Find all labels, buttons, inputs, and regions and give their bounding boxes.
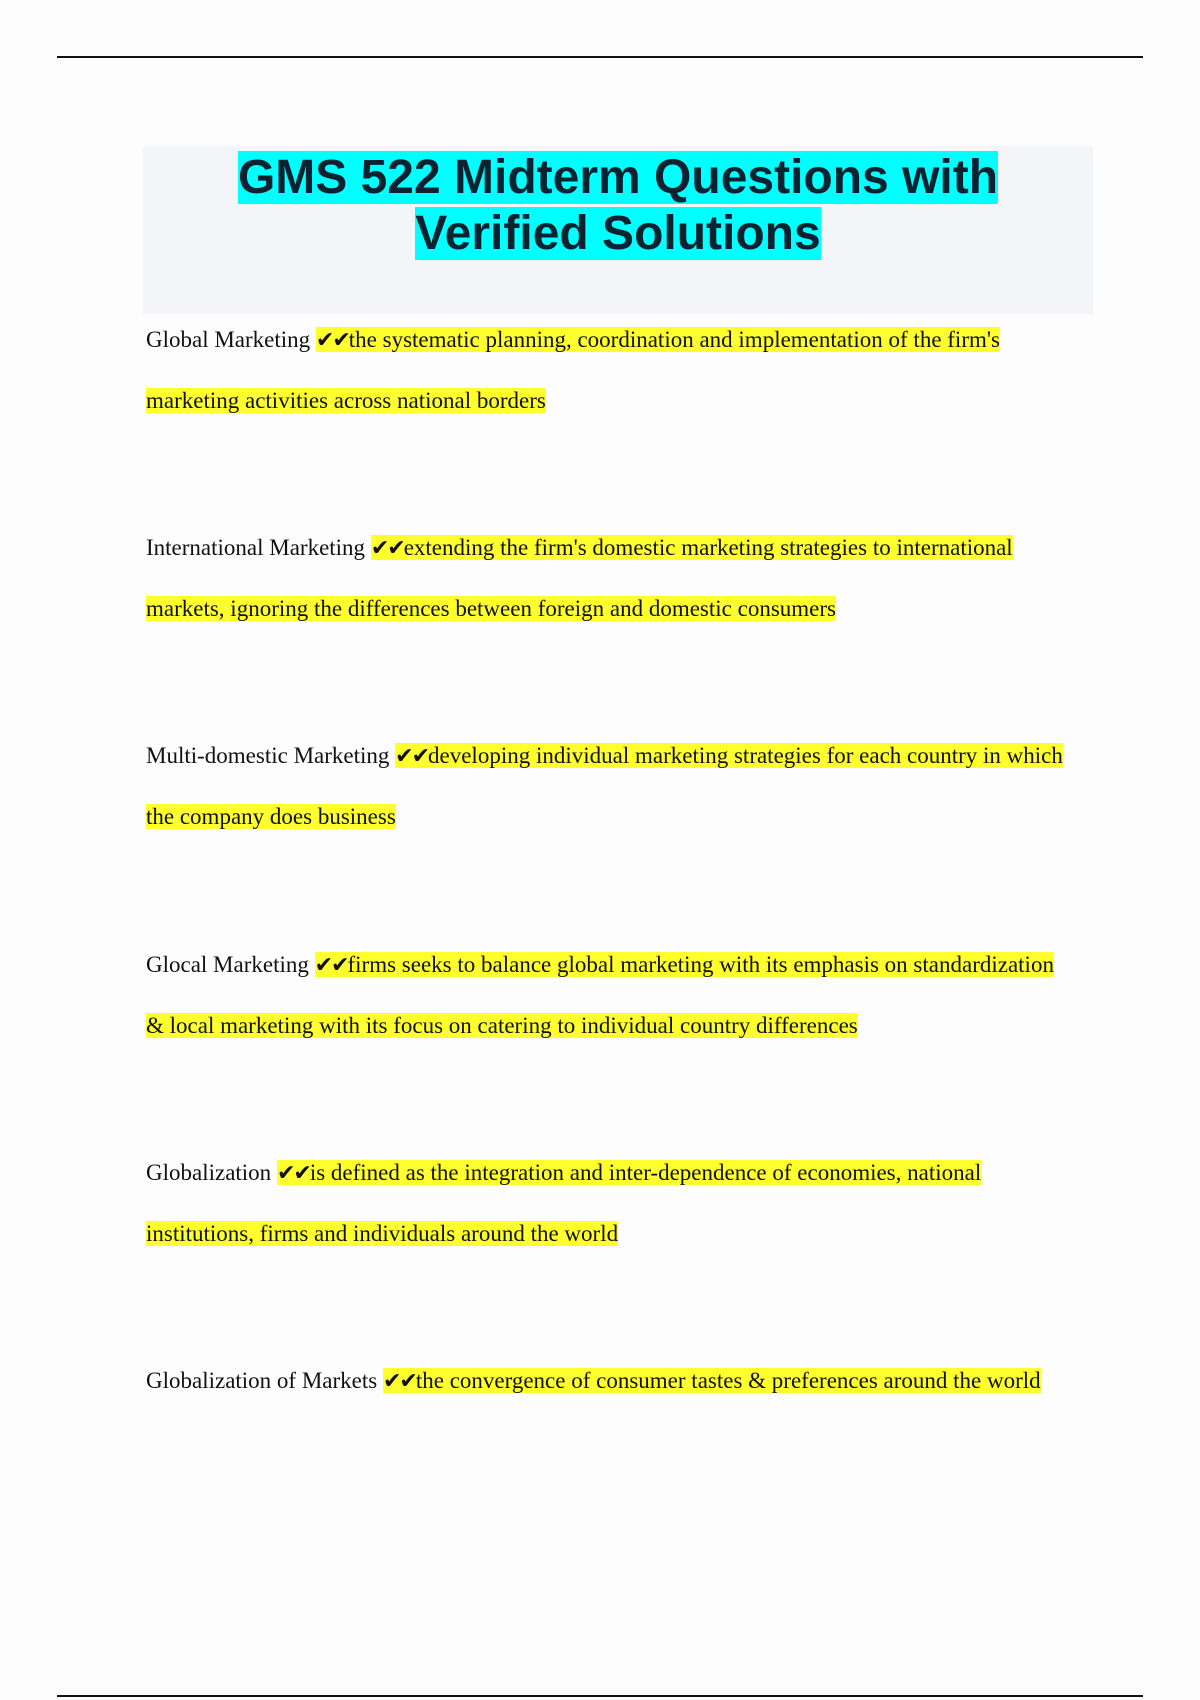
entry-definition: firms seeks to balance global marketing with its emphasis on standardization & local marketing with its focus on catering to individual country differences <box>146 952 1054 1038</box>
entry-global-marketing <box>146 310 1076 431</box>
check-icon: ✔✔ <box>382 1369 416 1394</box>
title-line-1: GMS 522 Midterm Questions with <box>237 151 999 204</box>
header-rule <box>57 56 1143 58</box>
entry-glocal-marketing <box>146 935 1076 1056</box>
check-icon: ✔✔ <box>276 1161 310 1186</box>
title-block <box>143 146 1093 314</box>
entry-definition: developing individual marketing strategies for each country in which the company does business <box>146 743 1063 829</box>
entry-term: International Marketing <box>146 535 366 560</box>
check-icon: ✔✔ <box>314 953 348 978</box>
entry-multi-domestic-marketing <box>146 726 1076 847</box>
entry-term: Global Marketing <box>146 327 311 352</box>
check-icon: ✔✔ <box>395 744 429 769</box>
entry-term: Glocal Marketing <box>146 952 309 977</box>
entry-globalization-of-markets <box>146 1351 1076 1412</box>
entry-term: Globalization <box>146 1160 272 1185</box>
check-icon: ✔✔ <box>315 328 349 353</box>
check-icon: ✔✔ <box>370 536 404 561</box>
entry-definition: is defined as the integration and inter-dependence of economies, national institutions, firms and individuals around the world <box>146 1160 982 1246</box>
title-line-2: Verified Solutions <box>415 207 821 260</box>
entry-definition: the convergence of consumer tastes & preferences around the world <box>415 1368 1041 1393</box>
entry-international-marketing <box>146 518 1076 639</box>
entry-term: Globalization of Markets <box>146 1368 378 1393</box>
entry-definition: the systematic planning, coordination and implementation of the firm's marketing activities across national borders <box>146 327 1000 413</box>
footer-rule <box>57 1695 1143 1697</box>
entry-globalization <box>146 1143 1076 1264</box>
entry-definition: extending the firm's domestic marketing strategies to international markets, ignoring the differences between foreign and domestic consumers <box>146 535 1013 621</box>
page-title <box>143 146 1093 262</box>
entry-term: Multi-domestic Marketing <box>146 743 390 768</box>
